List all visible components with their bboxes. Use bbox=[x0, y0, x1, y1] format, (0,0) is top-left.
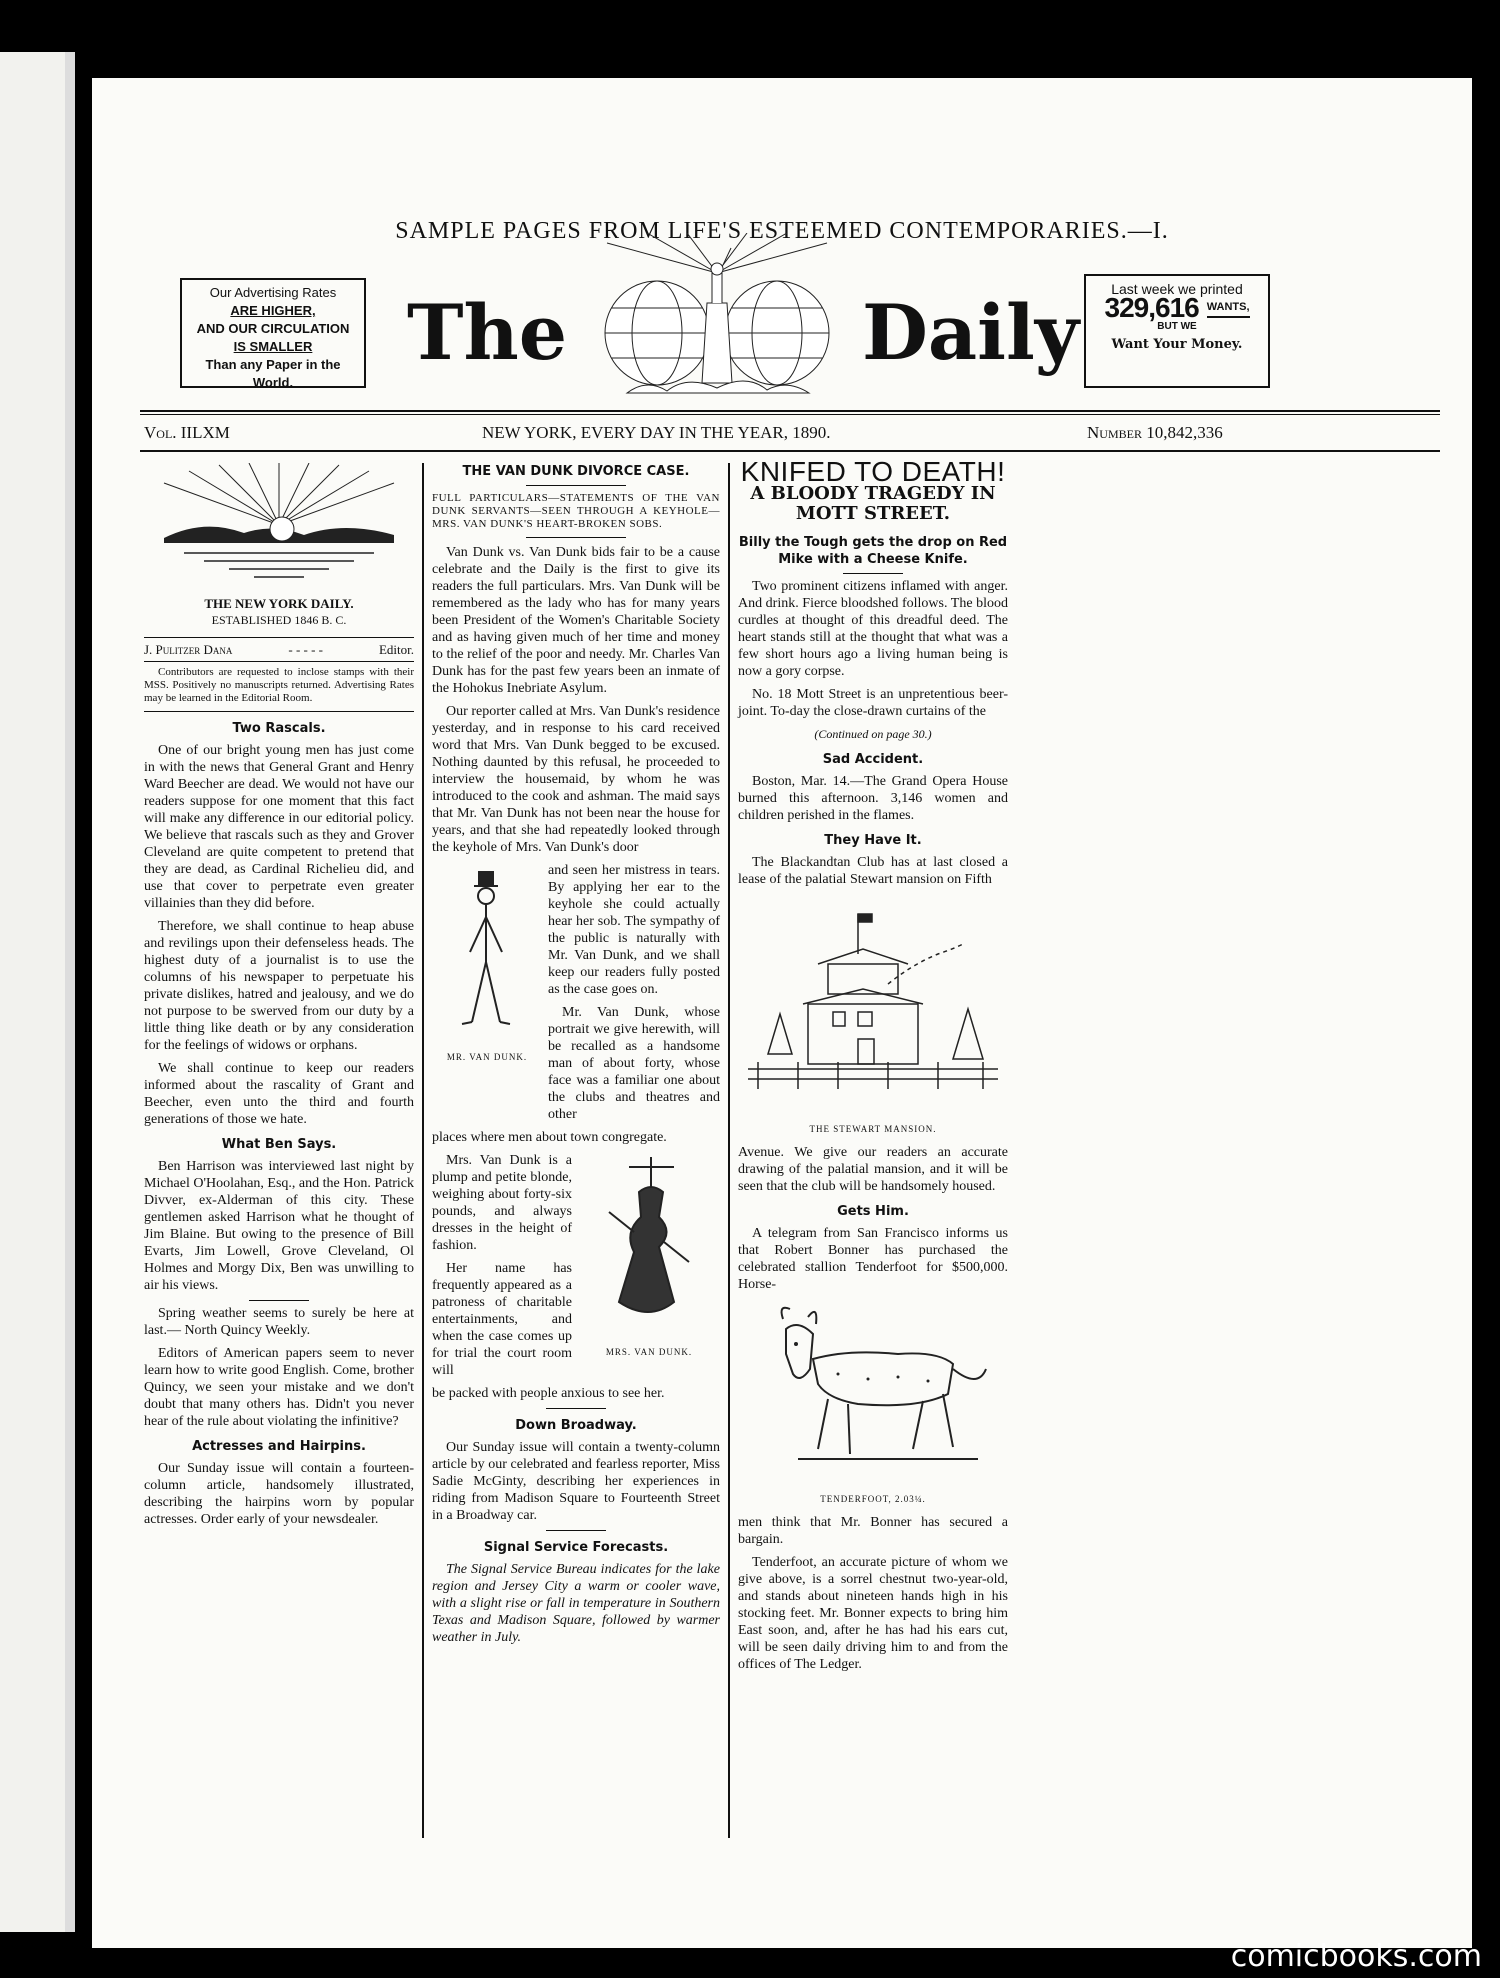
column-divider bbox=[728, 463, 730, 1838]
continued-note: (Continued on page 30.) bbox=[814, 727, 932, 741]
newspaper-page bbox=[92, 78, 1472, 1948]
article-paragraph: Our Sunday issue will contain a twenty-column article by our celebrated and fearless reporter, Miss Sadie McGinty, describing her experiences in riding from Madison Square to Fourteenth Street in a Broadway car. bbox=[432, 1440, 720, 1523]
article-paragraph: Our reporter called at Mrs. Van Dunk's residence yesterday, and in response to his card received word that Mrs. Van Dunk begged to be excused. Nothing daunted by this refusal, he proceeded to interview the housemaid, by whom he was introduced to the cook and ashman. The maid says that Mr. Van Dunk has not been near the house for years, and that she had repeatedly looked through the keyhole of Mrs. Van Dunk's door bbox=[432, 704, 720, 855]
top-banner: SAMPLE PAGES FROM LIFE'S ESTEEMED CONTEMPORARIES.—I. bbox=[395, 218, 1169, 244]
adjacent-page-edge bbox=[0, 52, 75, 1932]
heading-two-rascals: Two Rascals. bbox=[232, 721, 326, 736]
masthead-rule bbox=[140, 414, 1440, 415]
wants-box bbox=[1084, 274, 1270, 388]
column-van-dunk bbox=[432, 463, 720, 1652]
masthead-the: The bbox=[407, 288, 568, 377]
column-knifed bbox=[738, 456, 1008, 1679]
wants-count: 329,616 bbox=[1104, 292, 1199, 323]
ad-line: IS SMALLER bbox=[233, 339, 313, 354]
site-watermark: comicbooks.com bbox=[1230, 1939, 1482, 1974]
article-paragraph: We shall continue to keep our readers informed about the rascality of Grant and Beecher, even unto the third and fourth generations of those we hate. bbox=[144, 1061, 414, 1127]
ad-line: Our Advertising Rates bbox=[209, 285, 337, 300]
subheading-billy-tough: Billy the Tough gets the drop on Red Mike with a Cheese Knife. bbox=[738, 535, 1008, 567]
editor-role: Editor. bbox=[378, 642, 414, 657]
article-paragraph: Mrs. Van Dunk is a plump and petite blonde, weighing about forty-six pounds, and always dresses in the height of fashion. bbox=[432, 1153, 572, 1253]
article-paragraph: Van Dunk vs. Van Dunk bids fair to be a cause celebrate and the Daily is the first to give its readers the full particulars. Mrs. Van Dunk will be remembered as the lady who has for many years been President of the Women's Charitable Society and as having given much of her time and money to the relief of the poor and needy. Mr. Charles Van Dunk has for the past few years been an inmate of the Hohokus Inebriate Asylum. bbox=[432, 545, 720, 696]
article-paragraph: Therefore, we shall continue to heap abuse and revilings upon their defenseless heads. The highest duty of a journalist is to use the columns of his newspaper to perpetuate his private dislikes, hatred and jealousy, and we do not purpose to be swerved from our duty by a little thing like death or by any consideration for the feelings of widows or orphans. bbox=[144, 919, 414, 1053]
heading-gets-him: Gets Him. bbox=[837, 1204, 909, 1219]
editor-line bbox=[144, 637, 414, 662]
caption-mr-van-dunk: MR. VAN DUNK. bbox=[446, 1052, 528, 1062]
article-paragraph: Boston, Mar. 14.—The Grand Opera House burned this afternoon. 3,146 women and children perished in the flames. bbox=[738, 774, 1008, 823]
article-paragraph: Ben Harrison was interviewed last night by Michael O'Hoolahan, Esq., and the Hon. Patrick Divver, ex-Alderman of this city. These gentlemen asked Harrison what he thought of Jim Blaine. But owing to the presence of Bill Evarts, Jim Lowell, Grove Cleveland, Ol Holmes and Morgy Dix, Ben was unwilling to air his views. bbox=[144, 1159, 415, 1293]
ad-line: AND OUR CIRCULATION bbox=[196, 321, 350, 336]
article-paragraph: One of our bright young men has just come in with the news that General Grant and Henry Ward Beecher are dead. We would not have our readers suppose for one moment that this fact will make any difference in our editorial policy. We believe that rascals such as they and Grover Cleveland are quite competent to pretend that they are dead, as Cardinal Richelieu did, and use that cover to perpetrate even greater villainies than they did before. bbox=[144, 743, 414, 911]
article-paragraph: Her name has frequently appeared as a patroness of charitable entertainments, and when the case comes up for trial the court room will bbox=[432, 1261, 572, 1378]
wants-label: WANTS, bbox=[1207, 298, 1250, 318]
heading-signal-service: Signal Service Forecasts. bbox=[483, 1540, 669, 1555]
ad-line: ARE HIGHER, bbox=[230, 303, 316, 318]
mr-van-dunk-drawing bbox=[432, 862, 542, 1042]
headline-knifed: KNIFED TO DEATH! bbox=[740, 456, 1006, 487]
wants-line: Last week we printed bbox=[1111, 281, 1243, 297]
contributor-notice: Contributors are requested to inclose stamps with their MSS. Positively no manuscripts returned. Advertising Rates may be learned in the Editorial Room. bbox=[144, 666, 414, 704]
article-paragraph: and seen her mistress in tears. By applying her ear to the keyhole she could actually hear her sob. The sympathy of the public is naturally with Mr. Van Dunk, and we shall keep our readers fully posted as the case goes on. bbox=[548, 863, 720, 997]
article-paragraph: Mr. Van Dunk, whose portrait we give herewith, will be recalled as a handsome man of about forty, whose face was a familiar one about the clubs and theatres and other bbox=[548, 1005, 720, 1122]
article-paragraph: be packed with people anxious to see her. bbox=[432, 1386, 665, 1401]
article-paragraph: men think that Mr. Bonner has secured a bargain. bbox=[738, 1515, 1008, 1547]
globes-statue-illustration bbox=[587, 233, 847, 403]
volume-label: Vol. IILXM bbox=[144, 423, 230, 442]
stewart-mansion-drawing bbox=[738, 894, 1008, 1114]
article-paragraph: Our Sunday issue will contain a fourteen-column article, handsomely illustrated, describing the hairpins worn by popular actresses. Order early of your newsdealer. bbox=[144, 1461, 414, 1527]
rising-sun-illustration bbox=[144, 463, 414, 588]
heading-actresses-hairpins: Actresses and Hairpins. bbox=[192, 1439, 366, 1454]
article-paragraph: Avenue. We give our readers an accurate drawing of the palatial mansion, and it will be seen that the club will be handsomely housed. bbox=[738, 1145, 1008, 1194]
heading-van-dunk-divorce: THE VAN DUNK DIVORCE CASE. bbox=[462, 464, 690, 479]
tenderfoot-horse-drawing bbox=[738, 1299, 1008, 1484]
article-paragraph: Editors of American papers seem to never learn how to write good English. Come, brother Quincy, we seen your mistake and we don't doubt that many others has. Didn't you never hear of the rule about violating the infinitive? bbox=[144, 1346, 414, 1429]
established-line: ESTABLISHED 1846 B. C. bbox=[211, 613, 347, 627]
article-paragraph: Spring weather seems to surely be here at last.— North Quincy Weekly. bbox=[144, 1306, 414, 1338]
article-paragraph: Tenderfoot, an accurate picture of whom we give above, is a sorrel chestnut two-year-old, and stands about nineteen hands high in his stocking feet. Mr. Bonner expects to bring him East soon, and, after he has had his ears cut, will be seen daily driving him to and from the offices of The Ledger. bbox=[738, 1555, 1008, 1672]
dateline-place: NEW YORK, EVERY DAY IN THE YEAR, 1890. bbox=[482, 423, 831, 442]
heading-down-broadway: Down Broadway. bbox=[515, 1418, 637, 1433]
heading-what-ben-says: What Ben Says. bbox=[221, 1137, 337, 1152]
article-paragraph: Two prominent citizens inflamed with anger. And drink. Fierce bloodshed follows. The blood curdles at thought of this dreadful deed. The heart stands still at the thought that what was a few short hours ago a living human being is now a gory corpse. bbox=[738, 579, 1008, 679]
subheading-particulars: FULL PARTICULARS—STATEMENTS OF THE VAN DUNK SERVANTS—SEEN THROUGH A KEYHOLE—MRS. VAN DUNK'S HEART-BROKEN SOBS. bbox=[432, 492, 720, 530]
column-divider bbox=[422, 463, 424, 1838]
mrs-van-dunk-drawing bbox=[579, 1152, 719, 1337]
headline-bloody-tragedy: A BLOODY TRAGEDY IN MOTT STREET. bbox=[750, 483, 996, 524]
masthead-daily: Daily bbox=[862, 288, 1080, 377]
wants-line: Want Your Money. bbox=[1111, 337, 1243, 352]
heading-sad-accident: Sad Accident. bbox=[822, 752, 924, 767]
editor-dots: - - - - - bbox=[288, 642, 324, 657]
column-editorial bbox=[144, 463, 414, 1534]
article-paragraph: A telegram from San Francisco informs us that Robert Bonner has purchased the celebrated stallion Tenderfoot for $500,000. Horse- bbox=[738, 1226, 1008, 1292]
paper-name: THE NEW YORK DAILY. bbox=[204, 596, 354, 611]
article-paragraph: The Blackandtan Club has at last closed a lease of the palatial Stewart mansion on Fifth bbox=[738, 855, 1008, 887]
article-paragraph: No. 18 Mott Street is an unpretentious beer-joint. To-day the close-drawn curtains of the bbox=[738, 687, 1008, 719]
article-paragraph: places where men about town congregate. bbox=[432, 1130, 667, 1145]
dateline-rule bbox=[140, 450, 1440, 452]
heading-they-have-it: They Have It. bbox=[824, 833, 922, 848]
editor-name: J. Pulitzer Dana bbox=[144, 642, 233, 657]
wants-line: BUT WE bbox=[1157, 321, 1197, 332]
caption-stewart-mansion: THE STEWART MANSION. bbox=[809, 1124, 937, 1134]
article-paragraph: The Signal Service Bureau indicates for the lake region and Jersey City a warm or cooler wave, with a slight rise or fall in temperature in Southern Texas and Madison Square, followed by warmer weather in July. bbox=[432, 1562, 720, 1645]
advertising-rates-box bbox=[180, 278, 366, 388]
masthead-rule bbox=[140, 410, 1440, 412]
issue-number: Number 10,842,336 bbox=[1087, 423, 1223, 442]
ad-line: Than any Paper in the World. bbox=[205, 357, 341, 390]
caption-mrs-van-dunk: MRS. VAN DUNK. bbox=[605, 1347, 693, 1357]
caption-tenderfoot: TENDERFOOT, 2.03¼. bbox=[820, 1494, 926, 1504]
